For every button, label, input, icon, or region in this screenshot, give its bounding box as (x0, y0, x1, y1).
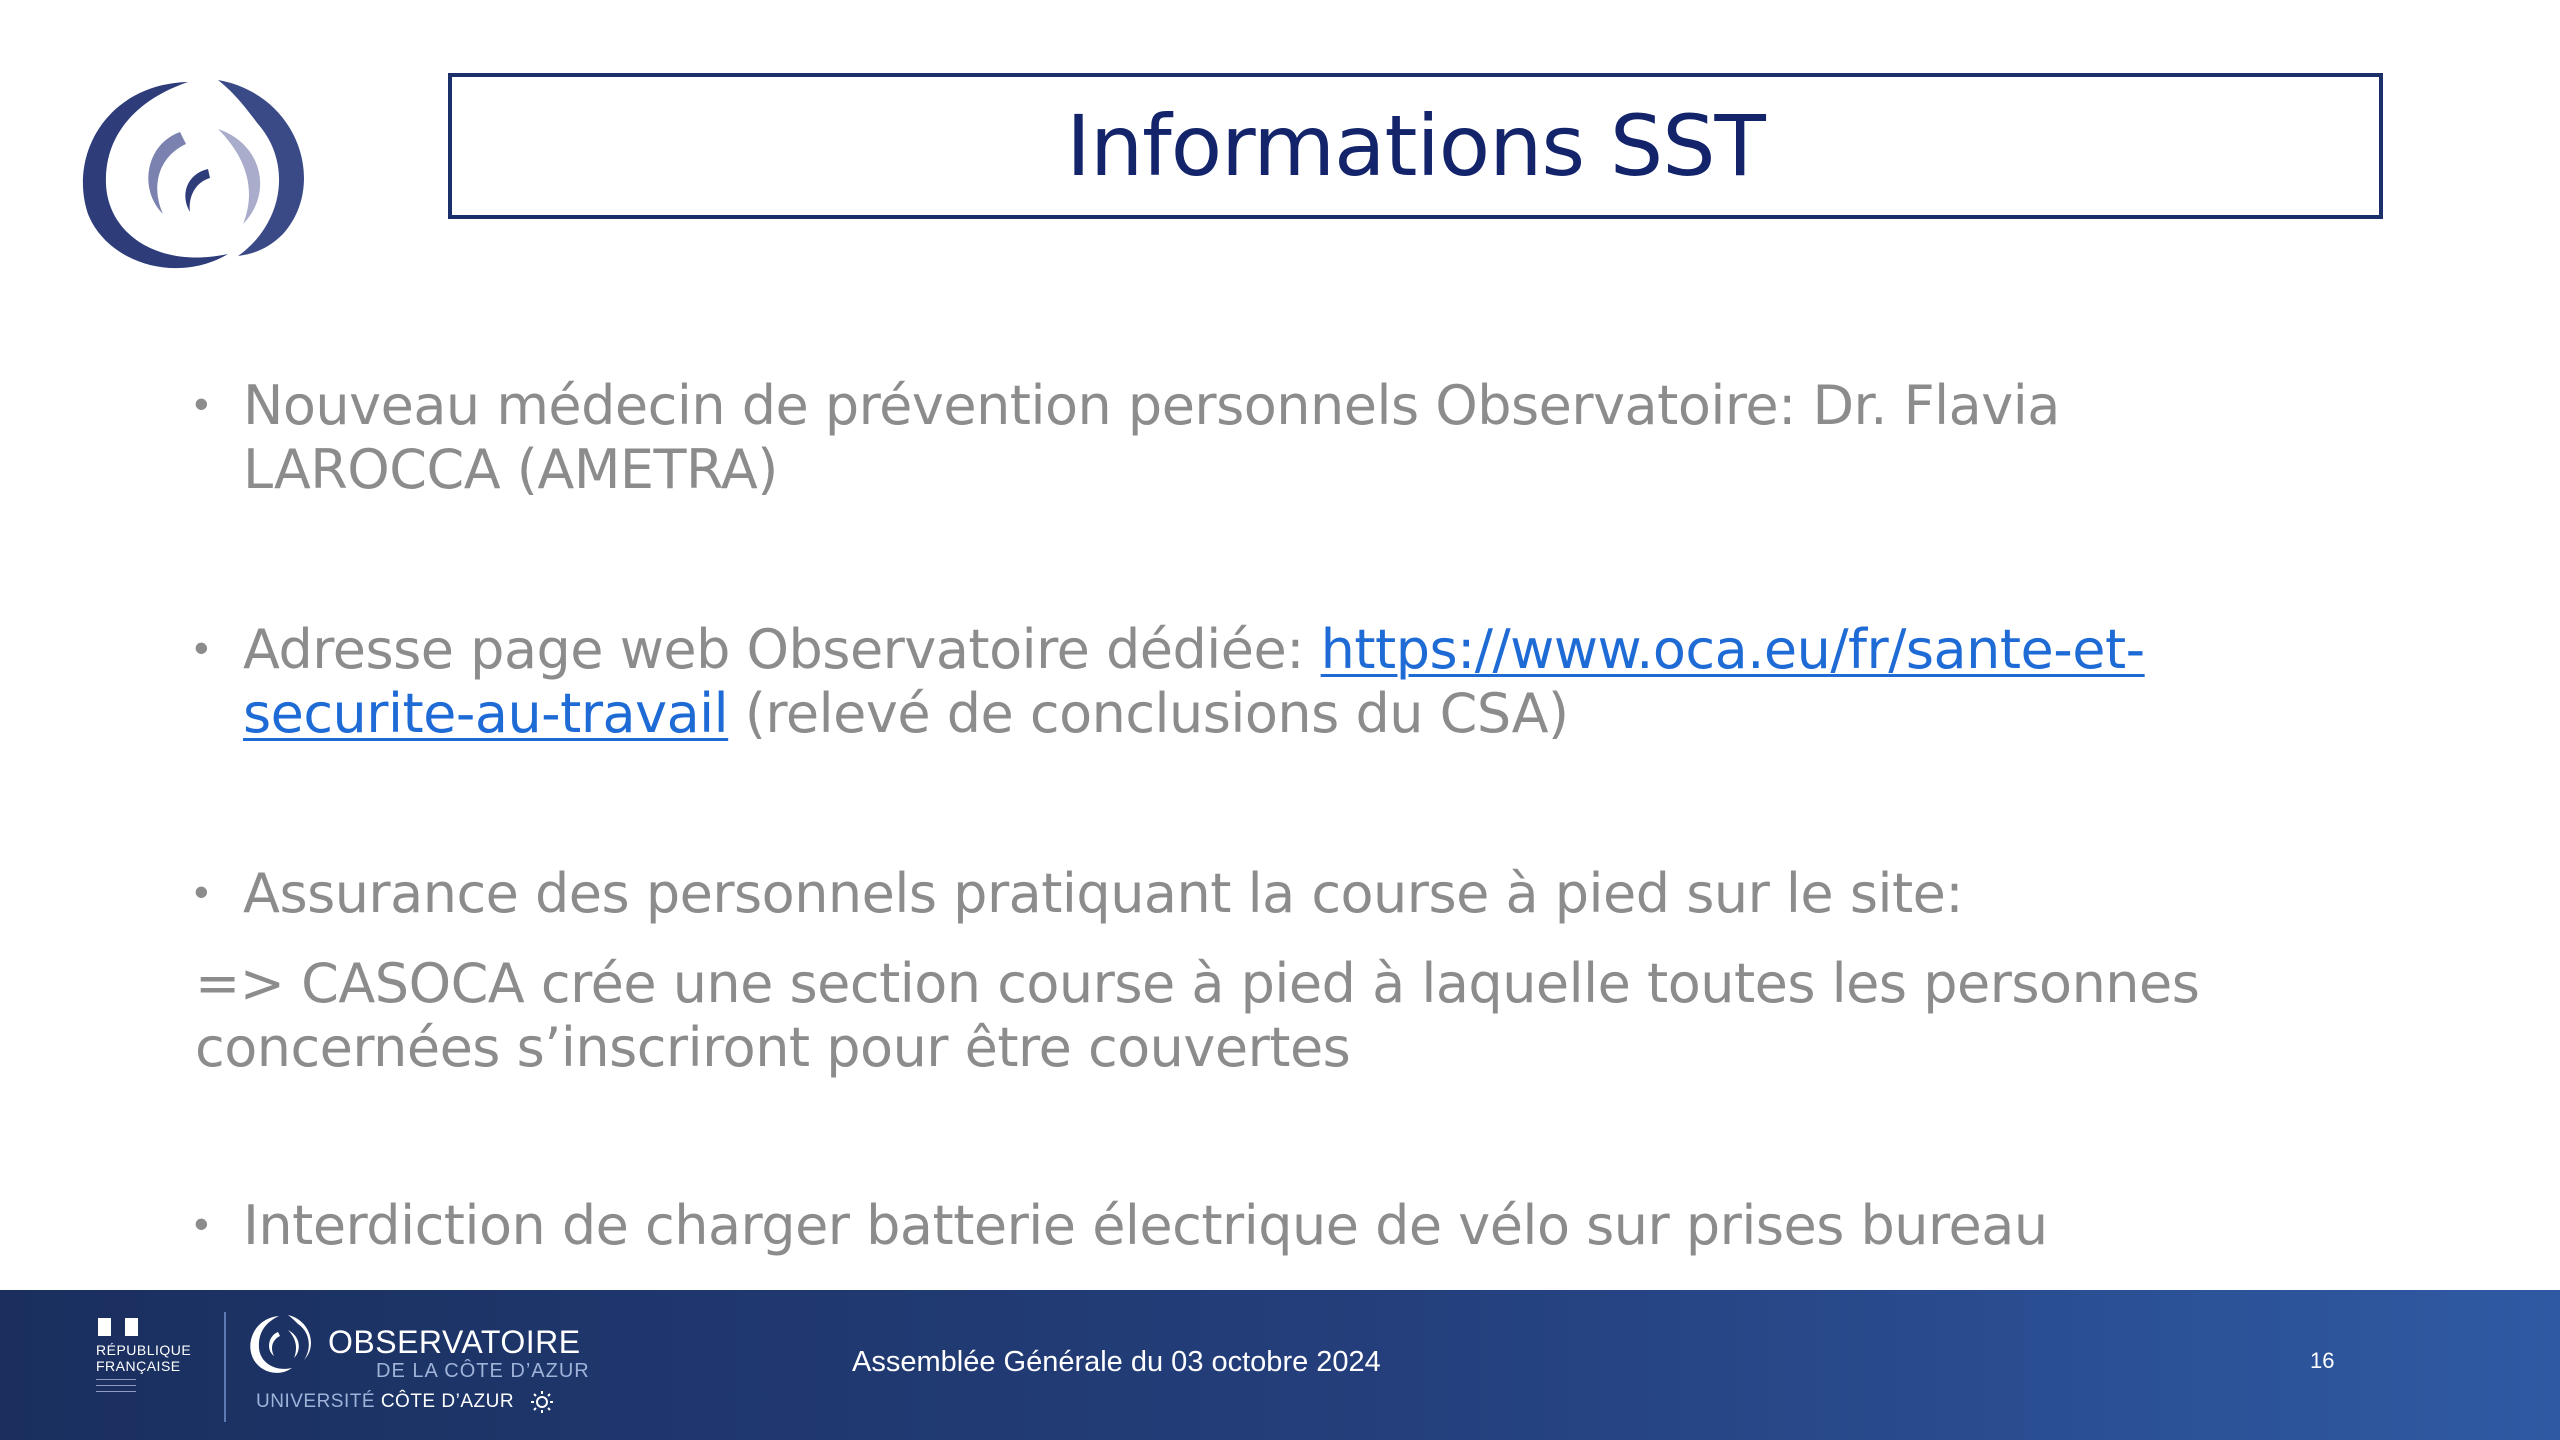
uca-name: CÔTE D’AZUR (380, 1391, 515, 1413)
sun-icon (530, 1390, 554, 1414)
bullet-dot: • (194, 1200, 209, 1247)
oca-sst-link-continued[interactable]: securite-au-travail (243, 682, 729, 745)
french-flag-icon (98, 1318, 138, 1336)
bullet-3-text: Assurance des personnels pratiquant la course à pied sur le site: (243, 862, 1964, 925)
slide-title: Informations SST (1066, 97, 1765, 195)
bullet-dot: • (194, 380, 209, 427)
uca-line (256, 1390, 554, 1414)
bullet-4-text: Interdiction de charger batterie électrique de vélo sur prises bureau (243, 1194, 2048, 1257)
footer-bar (0, 1290, 2560, 1440)
bullet-1-line1: Nouveau médecin de prévention personnels Observatoire: Dr. Flavia (243, 374, 2060, 437)
page-number: 16 (2310, 1348, 2335, 1373)
motto-lines (96, 1376, 136, 1398)
bullet-2-suffix: (relevé de conclusions du CSA) (728, 682, 1569, 745)
bullet-1-line2: LAROCCA (AMETRA) (243, 438, 778, 501)
oca-swirl-logo-icon (68, 74, 318, 279)
note-line2: concernées s’inscriront pour être couvertes (195, 1016, 1351, 1079)
bullet-dot: • (194, 868, 209, 915)
note-line1: => CASOCA crée une section course à pied à laquelle toutes les personnes (195, 952, 2200, 1015)
bullet-dot: • (194, 624, 209, 671)
oca-name: OBSERVATOIRE (328, 1324, 581, 1360)
uca-prefix: UNIVERSITÉ (256, 1391, 376, 1413)
oca-logo-icon (246, 1312, 316, 1382)
republique-line2: FRANÇAISE (96, 1358, 181, 1374)
bullet-1-text (243, 374, 2060, 502)
title-box (448, 73, 2383, 219)
republique-line1: RÉPUBLIQUE (96, 1342, 192, 1358)
oca-subname: DE LA CÔTE D’AZUR (376, 1360, 590, 1382)
republique-francaise-logo (92, 1318, 212, 1418)
note-text (195, 952, 2199, 1080)
bullet-2-prefix: Adresse page web Observatoire dédiée: (243, 618, 1321, 681)
footer-event-title: Assemblée Générale du 03 octobre 2024 (852, 1346, 1381, 1378)
oca-sst-link[interactable]: https://www.oca.eu/fr/sante-et- (1320, 618, 2145, 681)
bullet-2-text (243, 618, 2145, 746)
footer-divider (224, 1312, 226, 1422)
